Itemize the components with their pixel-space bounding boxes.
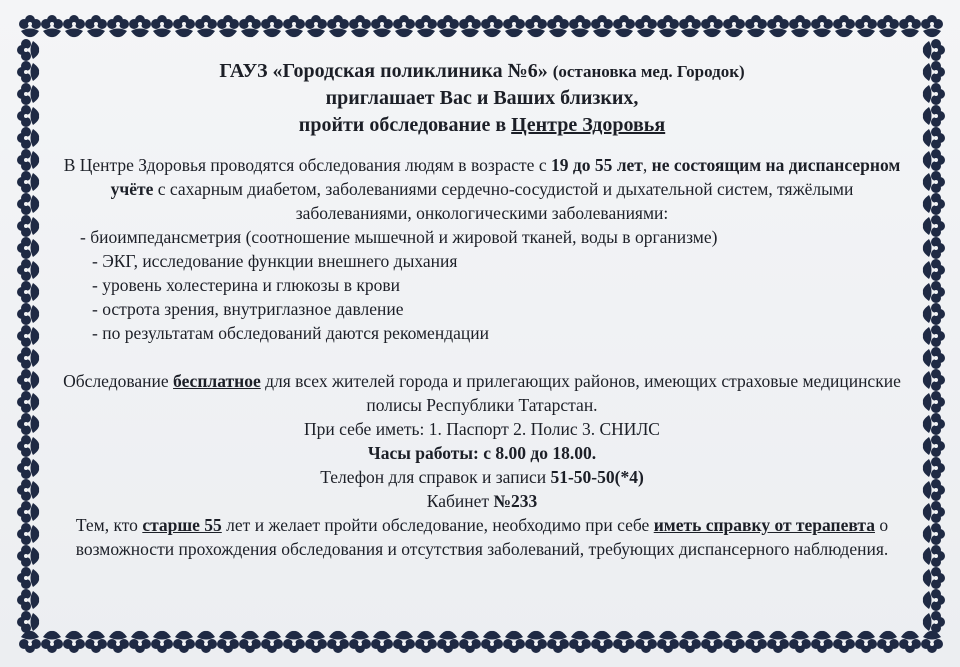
- floral-motif: [151, 631, 173, 653]
- floral-motif: [107, 631, 129, 653]
- health-center: Центре Здоровья: [511, 114, 666, 136]
- floral-motif: [923, 589, 945, 611]
- floral-motif: [921, 15, 943, 37]
- cabinet-number: №233: [493, 491, 538, 511]
- floral-motif: [525, 631, 547, 653]
- floral-motif: [547, 631, 569, 653]
- floral-motif: [283, 631, 305, 653]
- floral-motif: [591, 631, 613, 653]
- floral-motif: [923, 281, 945, 303]
- floral-motif: [923, 435, 945, 457]
- floral-motif: [239, 631, 261, 653]
- floral-motif: [17, 523, 39, 545]
- therapist-certificate: иметь справку от терапевта: [653, 515, 875, 535]
- floral-motif: [745, 15, 767, 37]
- floral-motif: [17, 303, 39, 325]
- floral-motif: [17, 545, 39, 567]
- older-paragraph: [58, 513, 906, 561]
- floral-motif: [327, 631, 349, 653]
- floral-motif: [547, 15, 569, 37]
- floral-motif: [923, 215, 945, 237]
- floral-motif: [17, 347, 39, 369]
- floral-motif: [17, 237, 39, 259]
- intro-text-2: с сахарным диабетом, заболеваниями сердечно-сосудистой и дыхательной систем, тяжёлыми заболеваниями, онкологическими заболеваниями:: [153, 179, 854, 223]
- floral-motif: [591, 15, 613, 37]
- floral-motif: [635, 15, 657, 37]
- age-range: 19 до 55 лет: [550, 155, 643, 175]
- floral-motif: [17, 83, 39, 105]
- floral-motif: [305, 631, 327, 653]
- floral-motif: [923, 567, 945, 589]
- floral-motif: [17, 325, 39, 347]
- floral-motif: [17, 39, 39, 61]
- list-item: - по результатам обследований даются рекомендации: [92, 323, 489, 343]
- floral-motif: [701, 631, 723, 653]
- floral-motif: [723, 15, 745, 37]
- org-name: ГАУЗ «Городская поликлиника №6»: [219, 60, 548, 82]
- floral-motif: [63, 15, 85, 37]
- floral-motif: [17, 413, 39, 435]
- floral-motif: [811, 631, 833, 653]
- floral-motif: [261, 631, 283, 653]
- floral-motif: [923, 171, 945, 193]
- floral-motif: [923, 479, 945, 501]
- floral-motif: [679, 631, 701, 653]
- floral-motif: [17, 281, 39, 303]
- cabinet-label: Кабинет: [426, 491, 494, 511]
- floral-motif: [349, 631, 371, 653]
- floral-motif: [217, 631, 239, 653]
- floral-motif: [239, 15, 261, 37]
- older-than: старше 55: [142, 515, 222, 535]
- floral-motif: [569, 631, 591, 653]
- intro-comma: ,: [642, 155, 652, 175]
- intro-text-1: В Центре Здоровья проводятся обследования людям в возрасте с: [63, 155, 551, 175]
- working-hours: Часы работы: с 8.00 до 18.00.: [367, 443, 597, 463]
- free-paragraph: [58, 369, 906, 417]
- floral-motif: [41, 631, 63, 653]
- floral-motif: [923, 105, 945, 127]
- floral-motif: [393, 15, 415, 37]
- floral-motif: [151, 15, 173, 37]
- services-list: [80, 225, 906, 345]
- floral-motif: [17, 259, 39, 281]
- floral-motif: [261, 15, 283, 37]
- older-text-3: о возможности прохождения обследования и отсутствия заболеваний, требующих диспансерного наблюдения.: [75, 515, 889, 559]
- floral-motif: [923, 545, 945, 567]
- floral-motif: [899, 631, 921, 653]
- floral-motif: [17, 501, 39, 523]
- list-item: - ЭКГ, исследование функции внешнего дыхания: [92, 251, 458, 271]
- floral-motif: [923, 83, 945, 105]
- floral-motif: [789, 631, 811, 653]
- hours-row: [58, 441, 906, 465]
- list-item: - острота зрения, внутриглазное давление: [92, 299, 404, 319]
- floral-motif: [305, 15, 327, 37]
- floral-motif: [855, 15, 877, 37]
- floral-motif: [349, 15, 371, 37]
- floral-motif: [923, 369, 945, 391]
- floral-motif: [923, 523, 945, 545]
- list-item: - биоимпедансметрия (соотношение мышечной и жировой тканей, воды в организме): [80, 227, 718, 247]
- floral-motif: [17, 149, 39, 171]
- floral-motif: [19, 15, 41, 37]
- floral-motif: [17, 193, 39, 215]
- intro-paragraph: [58, 153, 906, 225]
- floral-motif: [17, 369, 39, 391]
- documents-line: При себе иметь: 1. Паспорт 2. Полис 3. СНИЛС: [304, 419, 660, 439]
- floral-motif: [63, 631, 85, 653]
- floral-motif: [17, 567, 39, 589]
- floral-motif: [17, 215, 39, 237]
- invite-line: приглашает Вас и Ваших близких,: [325, 87, 639, 109]
- floral-motif: [923, 149, 945, 171]
- floral-motif: [17, 457, 39, 479]
- floral-motif: [85, 15, 107, 37]
- bus-stop: (остановка мед. Городок): [552, 62, 745, 81]
- floral-motif: [415, 631, 437, 653]
- floral-motif: [923, 457, 945, 479]
- floral-motif: [923, 347, 945, 369]
- phone-label: Телефон для справок и записи: [320, 467, 551, 487]
- floral-motif: [635, 631, 657, 653]
- floral-motif: [923, 325, 945, 347]
- floral-motif: [811, 15, 833, 37]
- floral-motif: [877, 631, 899, 653]
- floral-motif: [17, 391, 39, 413]
- floral-motif: [767, 15, 789, 37]
- floral-motif: [657, 15, 679, 37]
- floral-motif: [481, 15, 503, 37]
- free-word: бесплатное: [173, 371, 261, 391]
- floral-motif: [107, 15, 129, 37]
- floral-motif: [393, 631, 415, 653]
- floral-motif: [833, 631, 855, 653]
- floral-motif: [41, 15, 63, 37]
- floral-motif: [923, 61, 945, 83]
- floral-motif: [173, 15, 195, 37]
- floral-motif: [569, 15, 591, 37]
- floral-motif: [923, 501, 945, 523]
- floral-motif: [19, 631, 41, 653]
- floral-motif: [767, 631, 789, 653]
- floral-motif: [877, 15, 899, 37]
- floral-motif: [923, 303, 945, 325]
- floral-motif: [17, 127, 39, 149]
- floral-motif: [923, 413, 945, 435]
- floral-motif: [415, 15, 437, 37]
- floral-motif: [371, 631, 393, 653]
- floral-motif: [899, 15, 921, 37]
- floral-motif: [437, 15, 459, 37]
- floral-motif: [173, 631, 195, 653]
- floral-motif: [17, 589, 39, 611]
- floral-motif: [923, 39, 945, 61]
- floral-motif: [789, 15, 811, 37]
- floral-motif: [129, 631, 151, 653]
- free-text-1: Обследование: [63, 371, 174, 391]
- floral-motif: [17, 479, 39, 501]
- floral-motif: [503, 631, 525, 653]
- floral-motif: [855, 631, 877, 653]
- floral-motif: [195, 631, 217, 653]
- floral-motif: [129, 15, 151, 37]
- floral-motif: [17, 171, 39, 193]
- floral-motif: [459, 631, 481, 653]
- older-text-2: лет и желает пройти обследование, необходимо при себе: [221, 515, 654, 535]
- floral-motif: [17, 611, 39, 633]
- floral-motif: [923, 391, 945, 413]
- floral-motif: [195, 15, 217, 37]
- floral-motif: [923, 237, 945, 259]
- floral-motif: [437, 631, 459, 653]
- free-text-2: для всех жителей города и прилегающих районов, имеющих страховые медицинские полисы Республики Татарстан.: [260, 371, 901, 415]
- floral-motif: [745, 631, 767, 653]
- notice-title: [58, 58, 906, 139]
- invite-line-3: пройти обследование в: [298, 114, 512, 136]
- floral-motif: [17, 61, 39, 83]
- floral-motif: [283, 15, 305, 37]
- floral-motif: [17, 435, 39, 457]
- floral-motif: [85, 631, 107, 653]
- floral-motif: [17, 105, 39, 127]
- list-item: - уровень холестерина и глюкозы в крови: [92, 275, 400, 295]
- floral-motif: [923, 127, 945, 149]
- floral-motif: [923, 611, 945, 633]
- not-registered: не состоящим на диспансерном учёте: [110, 155, 901, 199]
- floral-motif: [657, 631, 679, 653]
- floral-motif: [923, 193, 945, 215]
- floral-motif: [923, 259, 945, 281]
- floral-motif: [833, 15, 855, 37]
- floral-motif: [327, 15, 349, 37]
- floral-motif: [371, 15, 393, 37]
- floral-motif: [613, 15, 635, 37]
- floral-motif: [701, 15, 723, 37]
- floral-motif: [525, 15, 547, 37]
- notice-content: [58, 48, 906, 608]
- floral-motif: [921, 631, 943, 653]
- floral-motif: [613, 631, 635, 653]
- floral-motif: [679, 15, 701, 37]
- phone-number: 51-50-50(*4): [550, 467, 644, 487]
- floral-motif: [503, 15, 525, 37]
- floral-motif: [217, 15, 239, 37]
- older-text-1: Тем, кто: [75, 515, 143, 535]
- floral-motif: [481, 631, 503, 653]
- cabinet-line: [58, 489, 906, 513]
- floral-motif: [723, 631, 745, 653]
- floral-motif: [459, 15, 481, 37]
- phone-line: [58, 465, 906, 489]
